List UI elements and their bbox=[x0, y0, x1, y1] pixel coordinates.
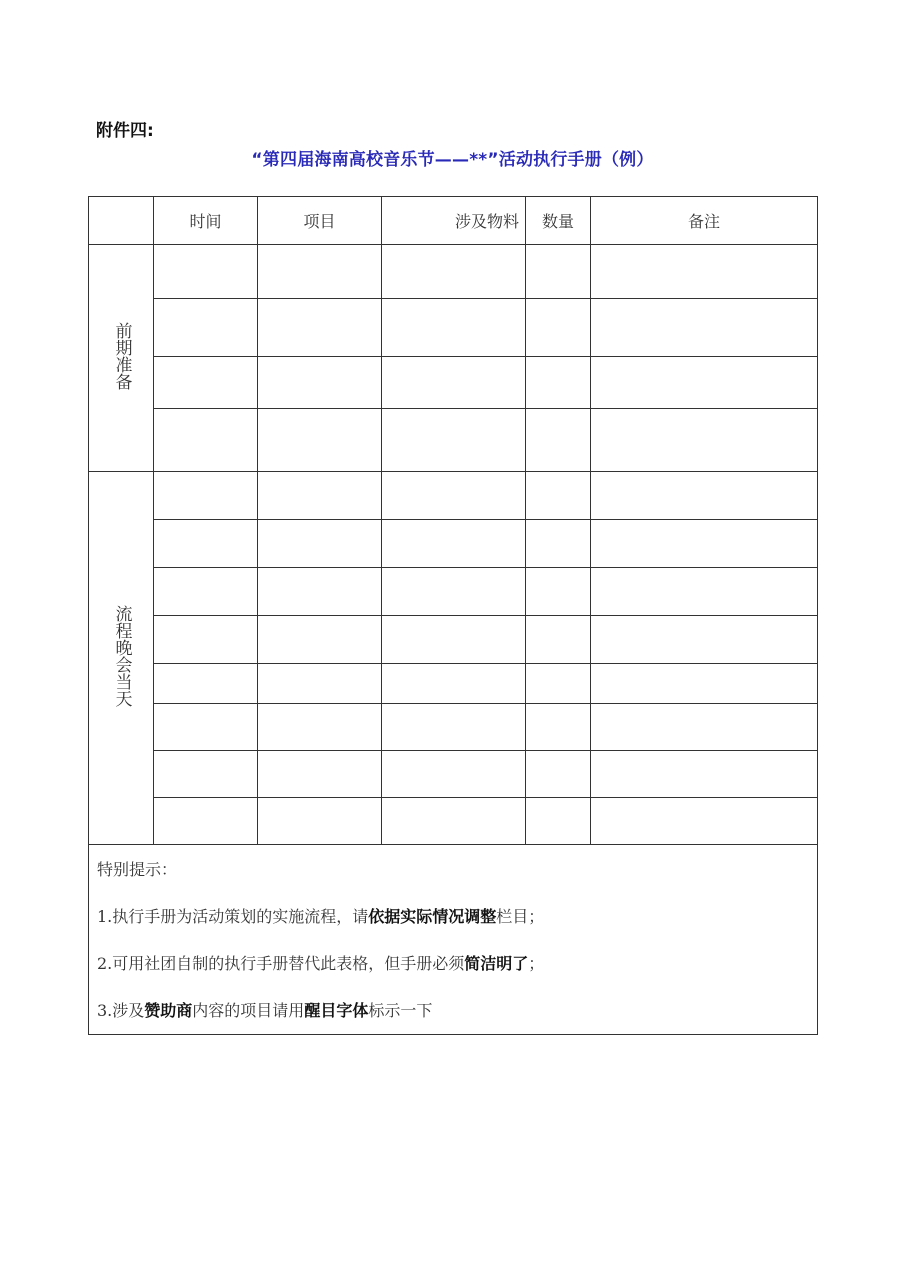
remarks-cell[interactable] bbox=[591, 299, 818, 357]
header-item: 项目 bbox=[258, 197, 382, 245]
time-cell[interactable] bbox=[154, 299, 258, 357]
table-row bbox=[89, 568, 818, 616]
table-row bbox=[89, 409, 818, 472]
time-cell[interactable] bbox=[154, 409, 258, 472]
remarks-cell[interactable] bbox=[591, 616, 818, 664]
materials-cell[interactable] bbox=[382, 616, 526, 664]
time-cell[interactable] bbox=[154, 568, 258, 616]
table-row bbox=[89, 704, 818, 751]
time-cell[interactable] bbox=[154, 472, 258, 520]
quantity-cell[interactable] bbox=[526, 245, 591, 299]
materials-cell[interactable] bbox=[382, 751, 526, 798]
item-cell[interactable] bbox=[258, 704, 382, 751]
table-row bbox=[89, 664, 818, 704]
remarks-cell[interactable] bbox=[591, 751, 818, 798]
note-3-prefix: 3.涉及 bbox=[97, 1001, 145, 1020]
item-cell[interactable] bbox=[258, 357, 382, 409]
remarks-cell[interactable] bbox=[591, 245, 818, 299]
remarks-cell[interactable] bbox=[591, 704, 818, 751]
section-event-day-label: 流程晚会当天 bbox=[111, 605, 132, 707]
table-row bbox=[89, 299, 818, 357]
special-notes bbox=[89, 845, 818, 1035]
quantity-cell[interactable] bbox=[526, 751, 591, 798]
table-row bbox=[89, 798, 818, 845]
note-3-emphasis-sponsor: 赞助商 bbox=[144, 1001, 193, 1020]
quantity-cell[interactable] bbox=[526, 568, 591, 616]
note-2-emphasis: 简洁明了 bbox=[464, 954, 529, 973]
materials-cell[interactable] bbox=[382, 520, 526, 568]
time-cell[interactable] bbox=[154, 798, 258, 845]
materials-cell[interactable] bbox=[382, 664, 526, 704]
table-row bbox=[89, 472, 818, 520]
item-cell[interactable] bbox=[258, 751, 382, 798]
quantity-cell[interactable] bbox=[526, 409, 591, 472]
remarks-cell[interactable] bbox=[591, 798, 818, 845]
execution-manual-table bbox=[88, 196, 818, 1035]
materials-cell[interactable] bbox=[382, 357, 526, 409]
table-row bbox=[89, 616, 818, 664]
table-row bbox=[89, 245, 818, 299]
note-1-prefix: 1.执行手册为活动策划的实施流程，请 bbox=[97, 907, 369, 926]
materials-cell[interactable] bbox=[382, 568, 526, 616]
time-cell[interactable] bbox=[154, 704, 258, 751]
remarks-cell[interactable] bbox=[591, 472, 818, 520]
note-item-2 bbox=[97, 953, 809, 975]
table-row bbox=[89, 751, 818, 798]
note-1-emphasis: 依据实际情况调整 bbox=[368, 907, 497, 926]
remarks-cell[interactable] bbox=[591, 357, 818, 409]
item-cell[interactable] bbox=[258, 568, 382, 616]
table-row bbox=[89, 357, 818, 409]
time-cell[interactable] bbox=[154, 616, 258, 664]
quantity-cell[interactable] bbox=[526, 520, 591, 568]
time-cell[interactable] bbox=[154, 751, 258, 798]
remarks-cell[interactable] bbox=[591, 568, 818, 616]
time-cell[interactable] bbox=[154, 245, 258, 299]
item-cell[interactable] bbox=[258, 616, 382, 664]
item-cell[interactable] bbox=[258, 472, 382, 520]
materials-cell[interactable] bbox=[382, 409, 526, 472]
header-remarks: 备注 bbox=[591, 197, 818, 245]
table-row bbox=[89, 520, 818, 568]
section-prep-cell bbox=[89, 245, 154, 472]
notes-heading: 特别提示： bbox=[97, 860, 178, 879]
item-cell[interactable] bbox=[258, 409, 382, 472]
materials-cell[interactable] bbox=[382, 472, 526, 520]
remarks-cell[interactable] bbox=[591, 664, 818, 704]
materials-cell[interactable] bbox=[382, 245, 526, 299]
section-event-day-cell bbox=[89, 472, 154, 845]
header-row bbox=[89, 197, 818, 245]
quantity-cell[interactable] bbox=[526, 664, 591, 704]
header-section-blank bbox=[89, 197, 154, 245]
quantity-cell[interactable] bbox=[526, 299, 591, 357]
notes-row bbox=[89, 845, 818, 1035]
attachment-label: 附件四: bbox=[96, 121, 154, 141]
materials-cell[interactable] bbox=[382, 704, 526, 751]
note-2-suffix: ； bbox=[528, 954, 545, 973]
header-time: 时间 bbox=[154, 197, 258, 245]
item-cell[interactable] bbox=[258, 664, 382, 704]
item-cell[interactable] bbox=[258, 299, 382, 357]
quantity-cell[interactable] bbox=[526, 704, 591, 751]
document-title: “第四届海南高校音乐节——**”活动执行手册（例） bbox=[251, 150, 654, 170]
section-prep-label: 前期准备 bbox=[111, 322, 132, 390]
item-cell[interactable] bbox=[258, 798, 382, 845]
item-cell[interactable] bbox=[258, 520, 382, 568]
header-quantity: 数量 bbox=[526, 197, 591, 245]
time-cell[interactable] bbox=[154, 664, 258, 704]
quantity-cell[interactable] bbox=[526, 472, 591, 520]
time-cell[interactable] bbox=[154, 357, 258, 409]
remarks-cell[interactable] bbox=[591, 409, 818, 472]
quantity-cell[interactable] bbox=[526, 798, 591, 845]
note-3-suffix: 标示一下 bbox=[368, 1001, 433, 1020]
note-1-suffix: 栏目； bbox=[496, 907, 545, 926]
note-3-emphasis-font: 醒目字体 bbox=[304, 1001, 369, 1020]
note-item-1 bbox=[97, 906, 809, 928]
remarks-cell[interactable] bbox=[591, 520, 818, 568]
header-materials: 涉及物料 bbox=[382, 197, 526, 245]
note-3-middle: 内容的项目请用 bbox=[192, 1001, 305, 1020]
quantity-cell[interactable] bbox=[526, 616, 591, 664]
item-cell[interactable] bbox=[258, 245, 382, 299]
materials-cell[interactable] bbox=[382, 299, 526, 357]
time-cell[interactable] bbox=[154, 520, 258, 568]
note-item-3 bbox=[97, 1000, 809, 1022]
quantity-cell[interactable] bbox=[526, 357, 591, 409]
note-2-prefix: 2.可用社团自制的执行手册替代此表格，但手册必须 bbox=[97, 954, 465, 973]
materials-cell[interactable] bbox=[382, 798, 526, 845]
